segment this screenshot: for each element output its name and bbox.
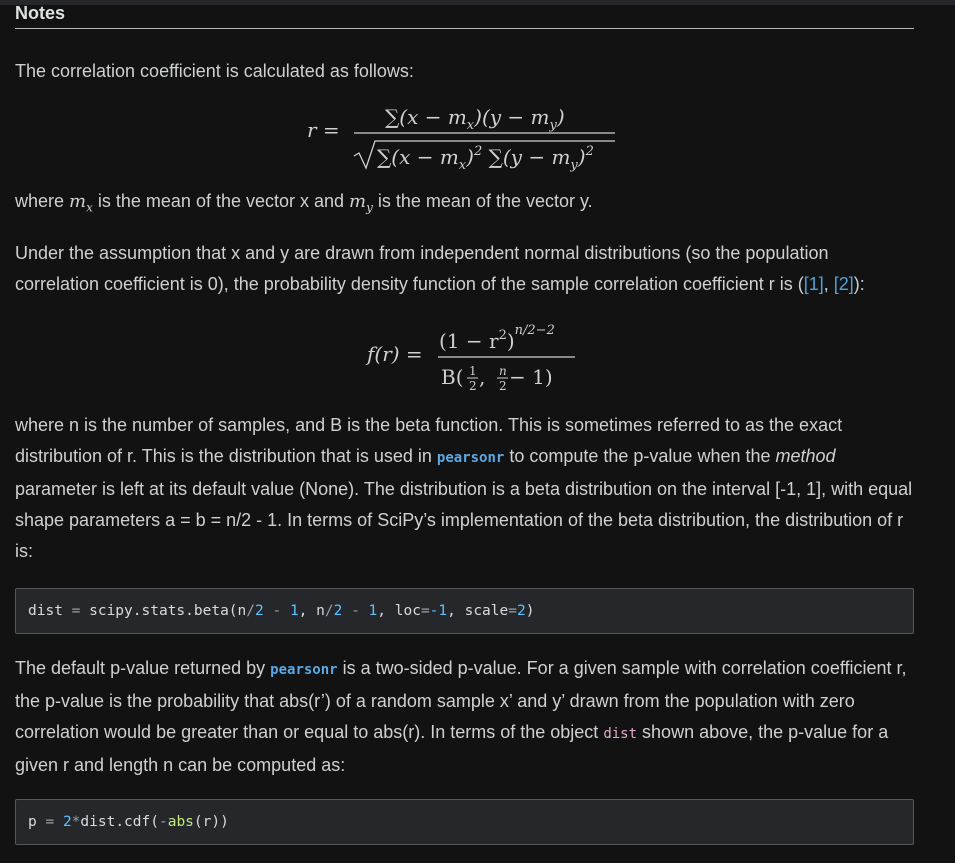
p5-text-2: is a two-sided p-value. For a given sample with correlation coefficient r, the p-value is the probability that abs(r’) of a random sample x’ and y’ drawn from the population with zero correlation would be greater than or equal to abs(r). In terms of the object	[15, 658, 907, 742]
eq2-n-num: n	[499, 364, 507, 378]
p3-text-b: ):	[853, 274, 865, 294]
eq2-denominator-a: B(	[441, 365, 464, 389]
dist-inline-code: dist	[603, 726, 638, 742]
mean-definition-paragraph	[15, 186, 914, 224]
eq2-n-den: 2	[499, 379, 507, 393]
eq1-numerator: $\sum(x - m_x)(y - m_y)$	[385, 105, 565, 133]
eq2-half-den: 2	[469, 379, 477, 393]
code-block-pvalue[interactable]: p = 2*dist.cdf(-abs(r))	[15, 799, 914, 845]
pdf-formula	[15, 318, 914, 396]
exact-distribution-paragraph	[15, 410, 914, 567]
code-block-dist[interactable]: dist = scipy.stats.beta(n/2 - 1, n/2 - 1, loc=-1, scale=2)	[15, 588, 914, 634]
assumption-paragraph	[15, 238, 914, 300]
intro-paragraph: The correlation coefficient is calculated as follows:	[15, 61, 414, 81]
p5-text-1: The default p-value returned by	[15, 658, 271, 678]
p4-text-2: to compute the p-value when the	[504, 446, 776, 466]
p4-text-1: where n is the number of samples, and B is the beta function. This is sometimes referred to as the exact distribution of r. This is the distribution that is used in	[15, 415, 843, 466]
pearsonr-code-link-2[interactable]: pearsonr	[270, 662, 338, 678]
eq1-lhs: r =	[307, 118, 340, 142]
pearsonr-code-link[interactable]: pearsonr	[436, 450, 505, 466]
p4-text-3: parameter is left at its default value (None). The distribution is a beta distribution on the interval [-1, 1], with equal shape parameters a = b = n/2 - 1. In terms of SciPy’s implementation of the beta distribution, the distribution of r is:	[15, 479, 913, 561]
p2-text-1: where	[15, 191, 70, 211]
correlation-formula	[15, 96, 914, 174]
eq2-numerator: $(1 - r^2)^{n/2-2}$	[439, 323, 555, 353]
eq1-denominator: $\sum(x - m_x)^2$ $\sum(y - m_y)^2$	[377, 144, 594, 173]
mx-symbol: $m_x$	[69, 191, 93, 215]
section-heading: Notes	[15, 2, 914, 29]
p2-text-3: is the mean of the vector y.	[372, 191, 593, 211]
p3-text-a: Under the assumption that x and y are drawn from independent normal distributions (so the population correlation coefficient is 0), the probability density function of the sample correlation coefficient r is (	[15, 243, 829, 294]
my-symbol: $m_y$	[349, 191, 373, 215]
reference-link-2[interactable]: [2]	[833, 274, 854, 294]
eq2-comma: ,	[479, 365, 486, 389]
p2-text-2: is the mean of the vector x and	[92, 191, 350, 211]
p5-text-3: shown above, the p-value for a given r and length n can be computed as:	[15, 722, 889, 775]
pvalue-paragraph	[15, 653, 914, 781]
reference-link-1[interactable]: [1]	[803, 274, 824, 294]
eq2-half-num: 1	[469, 364, 477, 378]
eq2-denominator-b: − 1)	[509, 365, 553, 389]
p3-sep: ,	[823, 274, 834, 294]
method-emphasis: method	[775, 446, 836, 466]
notes-section	[15, 0, 914, 830]
eq2-lhs: f(r) =	[367, 342, 423, 366]
